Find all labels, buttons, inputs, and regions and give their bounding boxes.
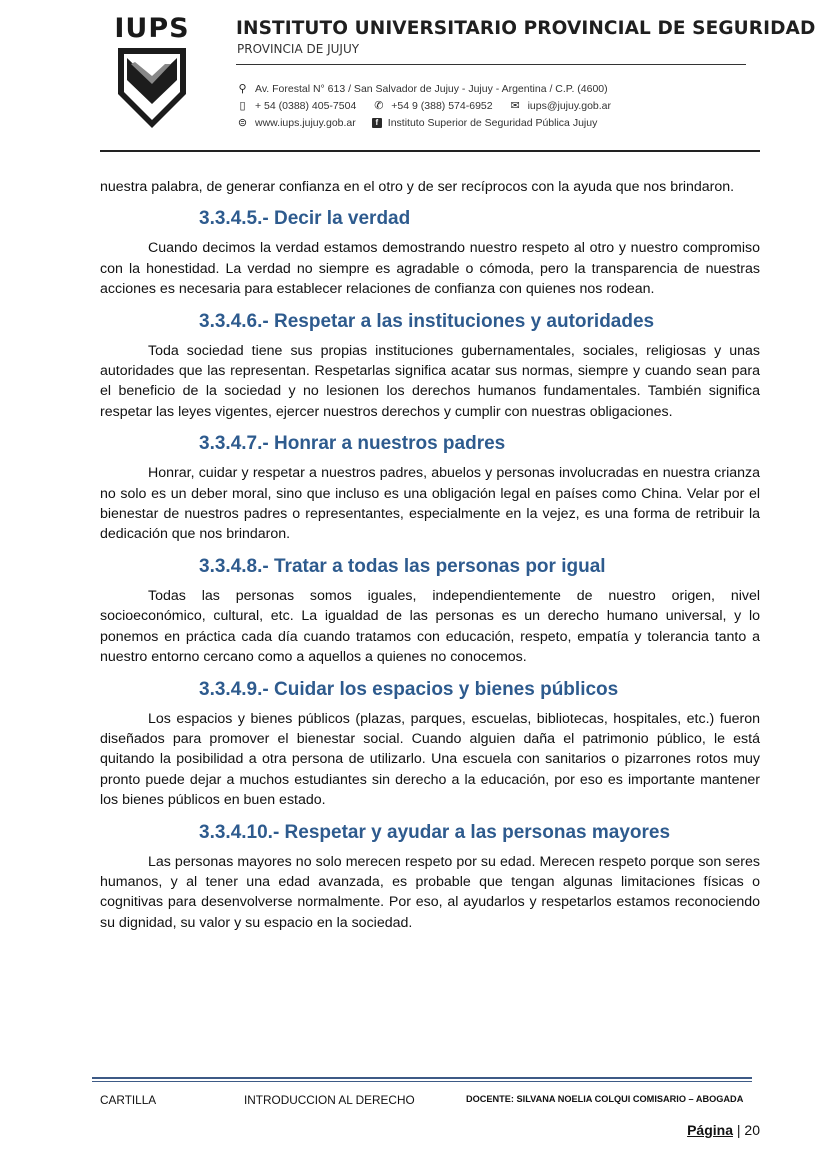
web-line xyxy=(236,116,597,129)
facebook-text[interactable]: Instituto Superior de Seguridad Pública Jujuy xyxy=(387,116,598,129)
footer-right: DOCENTE: SILVANA NOELIA COLQUI COMISARIO – ABOGADA xyxy=(466,1094,744,1104)
website-text[interactable]: www.iups.jujuy.gob.ar xyxy=(255,116,356,129)
phone-text: + 54 (0388) 405-7504 xyxy=(255,99,357,112)
section-heading: 3.3.4.6.- Respetar a las instituciones y autoridades xyxy=(199,310,655,332)
institute-subtitle: PROVINCIA DE JUJUY xyxy=(237,42,360,56)
page-label: Página xyxy=(687,1122,733,1138)
footer-left: CARTILLA xyxy=(100,1093,157,1107)
footer-rule xyxy=(92,1077,752,1079)
iups-logo xyxy=(112,14,192,130)
page-separator: | xyxy=(736,1122,741,1138)
institute-title: INSTITUTO UNIVERSITARIO PROVINCIAL DE SEGURIDAD xyxy=(236,18,816,39)
globe-icon: ⊜ xyxy=(237,117,248,129)
facebook-icon: f xyxy=(372,118,382,128)
section-paragraph: Las personas mayores no solo merecen respeto por su edad. Merecen respeto porque son seres humanos, y al tener una edad avanzada, es probable que tengan algunas limitaciones físicas o cognitivas para desenvolverse normalmente. Por eso, al ayudarlos y respetarlos estamos reconociendo su dignidad, su valor y su espacio en la sociedad. xyxy=(100,853,760,931)
header-divider xyxy=(100,150,760,152)
shield-logo-icon xyxy=(115,46,189,130)
section-paragraph: Honrar, cuidar y respetar a nuestros padres, abuelos y personas involucradas en nuestra crianza no solo es un deber moral, sino que incluso es una obligación legal en países como China. Velar por el bienestar de nuestros padres o representantes, especialmente en la vejez, es una forma de retribuir la dedicación que nos brindaron. xyxy=(100,465,760,543)
whatsapp-icon: ✆ xyxy=(374,100,384,112)
header-rule xyxy=(236,64,746,65)
address-text: Av. Forestal N° 613 / San Salvador de Jujuy - Jujuy - Argentina / C.P. (4600) xyxy=(255,82,608,95)
document-body xyxy=(100,177,760,933)
page-number xyxy=(687,1122,760,1138)
section-paragraph: Cuando decimos la verdad estamos demostrando nuestro respeto al otro y nuestro compromiso con la honestidad. La verdad no siempre es agradable o cómoda, pero la transparencia de nuestras acciones es necesaria para establecer relaciones de confianza con quienes nos rodean. xyxy=(100,240,760,298)
section-heading: 3.3.4.9.- Cuidar los espacios y bienes públicos xyxy=(199,678,619,700)
footer-rule-thin xyxy=(92,1081,752,1082)
location-pin-icon: ⚲ xyxy=(238,83,247,95)
address-line xyxy=(236,82,608,95)
section-heading: 3.3.4.5.- Decir la verdad xyxy=(199,208,411,230)
section-paragraph: Todas las personas somos iguales, independientemente de nuestro origen, nivel socioeconómico, cultural, etc. La igualdad de las personas es un derecho humano universal, y lo ponemos en práctica cada día cuando tratamos con educación, respeto, empatía y tolerancia tanto a nuestro entorno cercano como a aquellos a quienes no conocemos. xyxy=(100,587,760,666)
intro-paragraph: nuestra palabra, de generar confianza en el otro y de ser recíprocos con la ayuda que nos brindaron. xyxy=(100,179,735,195)
logo-text: IUPS xyxy=(114,13,190,44)
phone-icon: ▯ xyxy=(239,100,246,112)
section-heading: 3.3.4.7.- Honrar a nuestros padres xyxy=(199,433,506,455)
whatsapp-text: +54 9 (388) 574-6952 xyxy=(391,99,493,112)
section-heading: 3.3.4.10.- Respetar y ayudar a las personas mayores xyxy=(199,821,671,843)
footer-center: INTRODUCCION AL DERECHO xyxy=(244,1093,415,1107)
section-paragraph: Toda sociedad tiene sus propias instituciones gubernamentales, sociales, religiosas y unas autoridades que las representan. Respetarlas significa acatar sus normas, siempre y cuando sean para el beneficio de la sociedad y no lesionen los derechos humanos fundamentales. También significa respetar las leyes vigentes, ejercer nuestros derechos y cumplir con nuestras obligaciones. xyxy=(100,342,760,420)
email-text[interactable]: iups@jujuy.gob.ar xyxy=(527,99,612,112)
contact-line xyxy=(236,99,611,112)
section-heading: 3.3.4.8.- Tratar a todas las personas por igual xyxy=(199,555,606,577)
email-icon: ✉ xyxy=(510,100,520,112)
section-paragraph: Los espacios y bienes públicos (plazas, parques, escuelas, bibliotecas, hospitales, etc.) fueron diseñados para promover el bienestar social. Cuando alguien daña el patrimonio público, le está quitando la posibilidad a otra persona de utilizarlo. Una escuela con sanitarios o pizarrones rotos muy pronto puede dejar a muchos estudiantes sin derecho a la educación, por eso es importante mantener los bienes públicos en buen estado. xyxy=(100,710,760,809)
page-number-value: 20 xyxy=(744,1122,760,1138)
